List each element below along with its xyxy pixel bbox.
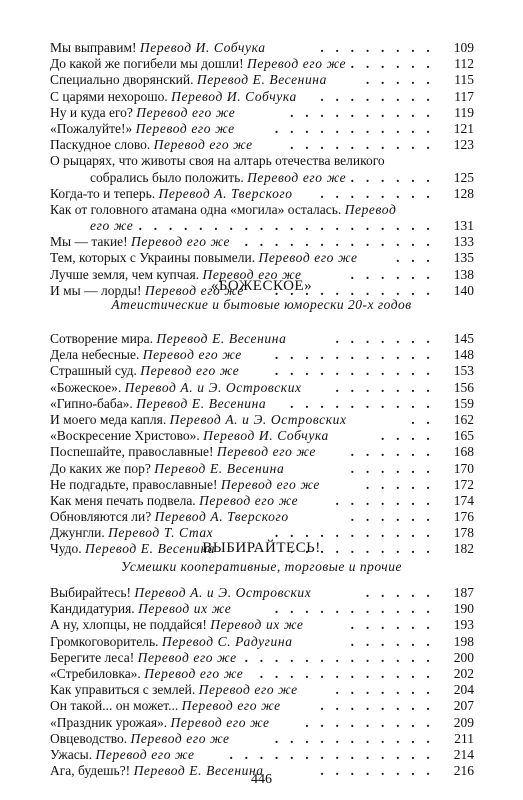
toc-entry [50,56,474,72]
toc-entry [50,601,474,617]
entry-page-number: 123 [453,137,474,153]
entry-title: Как меня печать подвела. [50,492,200,508]
entry-page-number: 174 [453,492,474,508]
toc-entry [50,396,474,412]
leader-dots: . . . [396,250,434,266]
entry-title: О рыцарях, что животы своя на алтарь отечества великого [50,153,385,169]
entry-title: Ну и куда его? [50,104,137,120]
leader-dots: . . . . . . [350,633,434,649]
leader-dots: . . . . . . . . [320,698,434,714]
leader-dots: . . . . . . [350,617,434,633]
leader-dots: . . . . . . . . . . [290,395,434,411]
toc-entry [50,617,474,633]
entry-page-number: 131 [453,218,474,234]
leader-dots: . . [411,411,434,427]
leader-dots: . . . . . . . . . . [290,104,434,120]
leader-dots: . . . . . [365,585,434,600]
entry-title: Паскудное слово. [50,137,154,153]
entry-translator: Перевод его же [202,266,302,282]
entry-page-number: 165 [453,428,474,444]
entry-title: А ну, хлопцы, не поддайся! [50,617,211,633]
page-number: 446 [251,772,272,787]
toc-entry [50,493,474,509]
toc-entry [50,444,474,460]
entry-title: Чудо. [50,541,86,557]
entry-title: Сотворение мира. [50,331,157,346]
toc-entry [50,585,474,601]
leader-dots: . . . . . [365,72,434,88]
entry-page-number: 133 [453,234,474,250]
toc-entry [50,72,474,88]
toc-entry [50,347,474,363]
leader-dots: . . . . . . . . . [305,714,434,730]
entry-translator: Перевод А. Тверского [158,185,293,201]
section-subtitle: Атеистические и бытовые юморески 20-х годов [111,297,412,312]
toc-entry [50,634,474,650]
entry-translator: Перевод их же [138,601,232,617]
entry-page-number: 193 [453,617,474,633]
section-title: «БОЖЕСКОЕ» [210,278,313,294]
entry-page-number: 162 [453,411,474,427]
entry-page-number: 204 [453,682,474,698]
entry-page-number: 176 [453,509,474,525]
toc-section-continued [50,40,474,299]
toc-entry [50,525,474,541]
entry-translator: Перевод А. и Э. Островских [124,379,302,395]
toc-entry [50,202,474,234]
toc-entry [50,380,474,396]
entry-page-number: 209 [453,714,474,730]
entry-page-number: 198 [453,633,474,649]
leader-dots: . . . . . . . [335,492,434,508]
toc-entry [50,428,474,444]
leader-dots: . . . . . . . [335,682,434,698]
entry-page-number: 202 [453,665,474,681]
entry-page-number: 125 [453,169,474,185]
entry-translator: Перевод И. Собчука [139,40,266,55]
leader-dots: . . . . . . . . [320,40,434,55]
entry-translator: Перевод его же [199,492,299,508]
leader-dots: . . . . . . . . . . . . [259,665,434,681]
entry-title: Ужасы. [50,746,96,762]
entry-translator: Перевод его же [216,444,316,460]
entry-translator: Перевод его же [170,714,270,730]
entry-title: Джунгли. [50,525,109,541]
leader-dots: . . . . . . . . . . . [274,282,434,298]
entry-translator: Перевод его же [140,363,240,379]
toc-entry [50,40,474,56]
entry-title: Лучше земля, чем купчая. [50,266,203,282]
leader-dots: . . . . . . . . . . . [274,730,434,746]
entry-translator-continued: его же [90,218,134,234]
entry-title: И мы — лорды! [50,282,145,298]
entry-title: Ага, будешь?! [50,763,134,779]
entry-page-number: 121 [453,120,474,136]
entry-page-number: 214 [453,746,474,762]
entry-translator: Перевод его же [144,665,244,681]
entry-title: Страшный суд. [50,363,141,379]
entry-title: Специально дворянский. [50,72,197,88]
toc-entry [50,698,474,714]
toc-entry [50,412,474,428]
toc-entry [50,666,474,682]
leader-dots: . . . . . . . . . . . . . [244,234,434,250]
entry-title: До какой же погибели мы дошли! [50,56,248,72]
toc-entry [50,250,474,266]
entry-translator: Перевод его же [137,649,237,665]
entry-translator: Перевод Е. Весенина [196,72,327,88]
toc-entry [50,682,474,698]
entry-title: До каких же пор? [50,460,155,476]
entry-translator: Перевод его же [131,234,231,250]
entry-title: Кандидатурия. [50,601,139,617]
toc-entry [50,509,474,525]
leader-dots: . . . . . . . [335,379,434,395]
leader-dots: . . . . . . [350,56,434,72]
toc-entry [50,715,474,731]
entry-title: Овцеводство. [50,730,131,746]
entry-translator: Перевод Т. Стах [108,525,214,541]
toc-entry [50,461,474,477]
entry-translator: Перевод Е. Весенина [133,763,264,779]
entry-title: Громкоговоритель. [50,633,162,649]
entry-title: Поспешайте, православные! [50,444,217,460]
entry-page-number: 190 [453,601,474,617]
entry-translator: Перевод Е. Весенина [156,331,287,346]
entry-translator: Перевод его же [198,682,298,698]
entry-title: Как управиться с землей. [50,682,199,698]
leader-dots: . . . . . . . . . . [290,137,434,153]
toc-entry [50,153,474,185]
entry-translator: Перевод его же [247,169,347,185]
entry-title: «Божеское». [50,379,125,395]
entry-page-number: 178 [453,525,474,541]
entry-page-number: 109 [453,40,474,55]
entry-page-number: 168 [453,444,474,460]
entry-title: Тем, которых с Украины повымели. [50,250,259,266]
entry-page-number: 172 [453,476,474,492]
entry-page-number: 200 [453,649,474,665]
entry-translator: Перевод А. и Э. Островских [134,585,312,600]
entry-title: Не подгадьте, православные! [50,476,221,492]
section-title: ВЫБИРАЙТЕСЬ! [202,540,321,556]
entry-translator: Перевод его же [247,56,347,72]
entry-title: Обновляются ли? [50,509,155,525]
entry-page-number: 216 [453,763,474,779]
entry-title: «Стребиловка». [50,665,145,681]
leader-dots: . . . . . . . . . . [290,541,434,557]
leader-dots: . . . . . . . . . . . [274,120,434,136]
leader-dots: . . . . . . [350,169,434,185]
entry-title: Мы выправим! [50,40,140,55]
leader-dots: . . . . [380,428,434,444]
toc-entry [50,363,474,379]
entry-translator: Перевод Е. Весенина [85,541,216,557]
toc-entry [50,747,474,763]
entry-title: «Пожалуйте!» [50,120,136,136]
entry-translator: Перевод его же [144,282,244,298]
entry-page-number: 140 [453,282,474,298]
entry-title: Мы — такие! [50,234,132,250]
entry-translator: Перевод его же [258,250,358,266]
entry-page-number: 119 [454,104,474,120]
leader-dots: . . . . . . [350,266,434,282]
toc-entry [50,477,474,493]
leader-dots: . . . . . . . . . . . . . . . . . . . . [138,218,434,234]
entry-translator: Перевод А. и Э. Островских [169,411,347,427]
toc-section-bozheskoe [50,331,474,558]
entry-page-number: 112 [454,56,474,72]
toc-entry [50,121,474,137]
entry-page-number: 159 [453,395,474,411]
leader-dots: . . . . . . . . . . . . . . [229,746,434,762]
entry-translator: Перевод его же [181,698,281,714]
leader-dots: . . . . . . . . . . . [274,347,434,363]
leader-dots: . . . . . . . . . . . . . [244,649,434,665]
toc-entry [50,331,474,347]
toc-entry [50,105,474,121]
entry-translator: Перевод И. Собчука [203,428,329,444]
toc-entry [50,89,474,105]
entry-title: С царями нехорошо. [50,88,172,104]
leader-dots: . . . . . . [350,509,434,525]
toc-section-vybiraites [50,585,474,779]
leader-dots: . . . . . . [350,460,434,476]
entry-page-number: 138 [453,266,474,282]
entry-title: Он такой... он может... [50,698,182,714]
entry-title: Берегите леса! [50,649,138,665]
entry-translator: Перевод его же [136,104,236,120]
entry-translator: Перевод Е. Весенина [154,460,285,476]
entry-title: «Воскресение Христово». [50,428,204,444]
entry-title: «Праздник урожая». [50,714,171,730]
entry-title: Как от головного атамана одна «могила» осталась. [50,201,345,217]
leader-dots: . . . . . . . . . . . [274,525,434,541]
entry-translator: Перевод [344,201,397,217]
entry-page-number: 170 [453,460,474,476]
toc-entry [50,234,474,250]
entry-title: И моего меда капля. [50,411,170,427]
leader-dots: . . . . . . [350,444,434,460]
toc-entry [50,650,474,666]
entry-title: Дела небесные. [50,347,143,363]
leader-dots: . . . . . . . . [320,763,434,779]
entry-title: «Гипно-баба». [50,395,137,411]
entry-title: Выбирайтесь! [50,585,135,600]
entry-translator: Перевод его же [95,746,195,762]
toc-entry [50,731,474,747]
entry-translator: Перевод С. Радугина [161,633,293,649]
entry-page-number: 128 [453,185,474,201]
leader-dots: . . . . . [365,476,434,492]
entry-title: Когда-то и теперь. [50,185,159,201]
entry-page-number: 187 [453,585,474,600]
entry-page-number: 135 [453,250,474,266]
entry-page-number: 145 [453,331,474,346]
entry-translator: Перевод их же [210,617,304,633]
entry-page-number: 153 [453,363,474,379]
leader-dots: . . . . . . . . . . . [274,363,434,379]
entry-page-number: 211 [454,730,474,746]
entry-page-number: 207 [453,698,474,714]
entry-page-number: 182 [453,541,474,557]
toc-entry [50,186,474,202]
entry-translator: Перевод его же [153,137,253,153]
entry-page-number: 117 [454,88,474,104]
entry-page-number: 148 [453,347,474,363]
entry-translator: Перевод его же [142,347,242,363]
leader-dots: . . . . . . . . [320,88,434,104]
entry-translator: Перевод его же [130,730,230,746]
entry-translator: Перевод И. Собчука [171,88,297,104]
entry-translator: Перевод А. Тверского [154,509,289,525]
entry-translator: Перевод его же [220,476,320,492]
entry-page-number: 115 [454,72,474,88]
section-subtitle: Усмешки кооперативные, торговые и прочие [120,559,402,574]
entry-page-number: 156 [453,379,474,395]
toc-entry [50,137,474,153]
entry-title-continued: собрались было положить. [90,169,248,185]
leader-dots: . . . . . . . [335,331,434,346]
entry-translator: Перевод его же [135,120,235,136]
entry-translator: Перевод Е. Весенина [136,395,267,411]
leader-dots: . . . . . . . . . . . [274,601,434,617]
leader-dots: . . . . . . . . [320,185,434,201]
